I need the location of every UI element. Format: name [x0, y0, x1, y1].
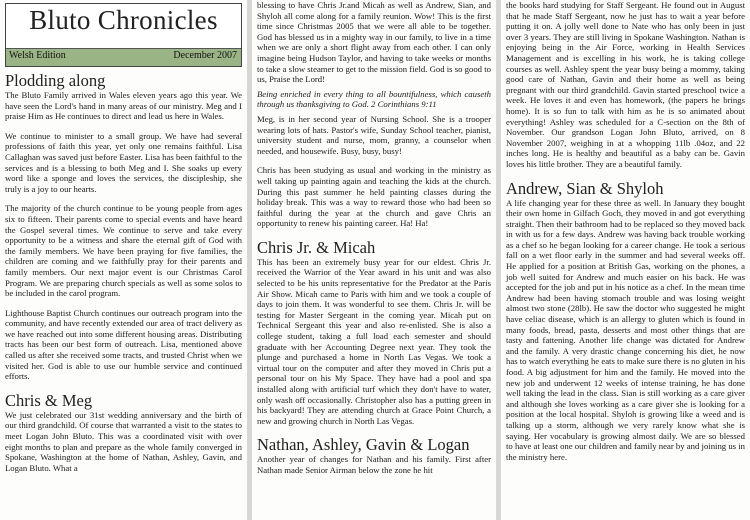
masthead-bar — [6, 48, 241, 66]
masthead — [5, 3, 242, 67]
article-paragraph: Chris has been studying as usual and working in the ministry as well taking up painting again and teaching the kids at the church. During this past summer he held painting classes during the holiday break. This was a way to reward those who had been so faithful during the year at the church and gave Chris an opportunity to renew his painting career. Ha! Ha! — [257, 165, 491, 229]
section-heading: Plodding along — [5, 71, 106, 90]
scripture-verse: Being enriched in every thing to all bountifulness, which causeth through us thanksgiving to God. 2 Corinthians 9:11 — [257, 88, 491, 110]
section-heading: Chris Jr. & Micah — [257, 237, 376, 257]
section-heading: Andrew, Sian & Shyloh — [506, 178, 664, 198]
newsletter-page-1 — [0, 0, 247, 520]
newsletter-page-3 — [501, 0, 750, 520]
section-heading: Nathan, Ashley, Gavin & Logan — [257, 435, 470, 455]
issue-date: December 2007 — [173, 50, 237, 61]
article-paragraph: This has been an extremely busy year for our eldest. Chris Jr. received the Warrior of the Year award in his unit and was also selected to be his units representative for the Predator at the Paris Air Show. Micah came to Paris with him and we took a couple of days to join them. It was wonderful to see them. Chris Jr. will be testing for Master Sergeant in the coming year. Micah put on Technical Sergeant this year and also re-enlisted. She is also a college student, taking a full load each semester and should graduate with her Accounting Degree next year. They took the plunge and purchased a home in North Las Vegas. We took a virtual tour on the computer and after they moved in Chris put a personal tour on his My Space. They have had a pool and spa installed along with artificial turf which they don't have to water, only wash off occasionally. Christopher also has a putting green in his backyard! They are attending church at Grace Point Church, a new and growing church in North Las Vegas. — [257, 256, 491, 426]
article-paragraph: Lighthouse Baptist Church continues our outreach program into the community, and have recently extended our area of tract delivery as we have reached out into some different housing areas. Distributing tracts has been our best form of outreach. Lisa, mentioned above called us after she received some tracts, and trusted Christ when we visited her. God is able to use our humble service and continued efforts. — [5, 307, 242, 382]
newsletter-title: Bluto Chronicles — [29, 5, 218, 35]
article-paragraph: We continue to minister to a small group. We have had several professions of faith this year, yet only one remains faithful. Lisa Callaghan was saved just before Easter. Lisa has been faithful to the services and is a blessing to both Meg and I. She soaks up every word like a sponge and loves the services, the discipleship, she truly is a joy to our hearts. — [5, 130, 242, 194]
article-paragraph: The Bluto Family arrived in Wales eleven years ago this year. We have seen the Lord's hand in many areas of our ministry. Meg and I praise Him as He continues to direct and lead us here in Wales. — [5, 90, 242, 122]
article-paragraph: blessing to have Chris Jr.and Micah as well as Andrew, Sian, and Shyloh all come along for a family reunion. Wow! This is the first time since Christmas 2005 that we were all able to be together. God has blessed us in a mighty way in our family, to live in a time when we are only a short flight away from each other. I can only imagine being Hudson Taylor, and having to take weeks or months to take a slow steamer to get to the mission field. God is so good to us, Praise the Lord! — [257, 0, 491, 85]
article-paragraph: Another year of changes for Nathan and his family. First after Nathan made Senior Airman below the zone he hit — [257, 454, 491, 475]
article-paragraph: A life changing year for these three as well. In January they bought their own home in Gilfach Goch, they moved in and got everything straight. Then their bathroom had to be replaced so they moved back in with us for a few days. Andrew was having back trouble working as a chef so he began looking for a career change. He took a serious fall on a wet floor early in the summer and had several weeks off. He applied for a position at British Gas, working on the phones, a job well suited for Andrew and much easier on his back. He was accepted for the job and put in his notice as a chef. In the mean time Andrew had been having stomach trouble and was losing weight almost two stone (28lb). He saw the doctor who suggested he might have celiac disease, which is an allergy to gluten which is found in many foods, bread, pasta, desserts and most other things that are tasty and fattening. Another life change was dictated for Andrew and the family. A very drastic change concerning his diet, he now has to watch everything he eats to make sure there is no gluten in his food. A big adjustment for him and the family. He moved into the new job and underwent 12 weeks of intense training, he has done well taking the lead in the class. Sian is still working as a care giver and although she loves working as a care giver she is looking for a position at the local hospital. Shyloh is growing like a weed and is talking up a storm, although we very rarely know what she is saying. Her vocabulary is growing almost daily. We are so blessed to have at least one our children and family near by and joining us in the ministry here. — [506, 197, 745, 462]
article-paragraph: The majority of the church continue to be young people from ages six to fifteen. Their parents come to special events and have heard the Gospel several times. We continue to serve and take every opportunity to be a witness and share the eternal gift of God with the family members. We have been praying for five families, the children are coming and we faithfully pray for their parents and family members. Our next major event is our Christmas Carol Program. We are preparing church specials as well as some solos to be included in the carol program. — [5, 203, 242, 299]
section-heading: Chris & Meg — [5, 390, 93, 410]
article-paragraph: the books hard studying for Staff Sergeant. He found out in August that he made Staff Sergeant, now he just has to wait a year before putting it on. A jolly well done to Nate who has only been in just over 3 years. They are still living in Spokane Washington. Nathan is enjoying being in the Air Force, working in Health Services Management and is excelling in his work, he is taking college courses as well. Ashley spent the year busy being a mommy, taking good care of Nathan, Gavin and their home as well as being pregnant with our third grandchild. Gavin started preschool twice a week. He loves it and even has homework, (the papers he brings home). It is so fun to talk with him as he is so animated about everything! Ashley was scheduled for a C-section on the 8th of November. Our grandson Logan John Bluto, arrived, on 8 November 2007, weighing in at a whopping 11lb .04oz, and 22 inches long. He is healthy and beautiful as a baby can be. Gavin loves his little brother. They are a beautiful family. — [506, 0, 745, 169]
article-paragraph: We just celebrated our 31st wedding anniversary and the birth of our third grandchild. Of course that warranted a visit to the states to meet Logan John Bluto. This was a coordinated visit with over eight months to plan and prepare as the whole family converged in Spokane, Washington at the home of Nathan, Ashley, Gavin, and Logan Bluto. What a — [5, 409, 242, 473]
article-paragraph: Meg, is in her second year of Nursing School. She is a trooper wearing lots of hats. Pastor's wife, Sunday School teacher, pianist, university student and nurse, mom, granny, a counselor when needed, and housewife. Busy, busy, busy! — [257, 113, 491, 156]
newsletter-page-2 — [252, 0, 496, 520]
edition-label: Welsh Edition — [9, 50, 66, 61]
